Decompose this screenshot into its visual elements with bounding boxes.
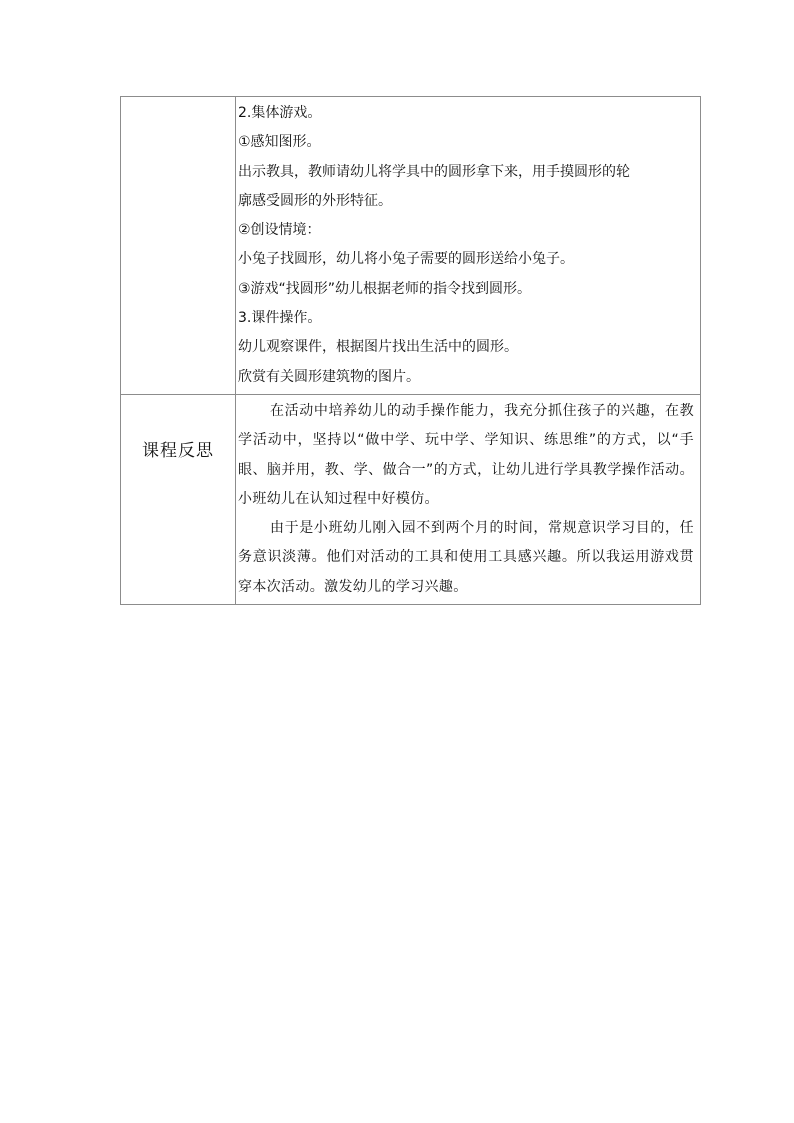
reflection-row xyxy=(121,394,701,604)
reflection-label: 课程反思 xyxy=(121,394,236,604)
activity-line: 廓感受圆形的外形特征。 xyxy=(238,192,392,209)
activity-line: 小兔子找圆形，幼儿将小兔子需要的圆形送给小兔子。 xyxy=(238,251,574,268)
activity-line: 3.课件操作。 xyxy=(238,310,322,327)
lesson-plan-table xyxy=(120,96,701,605)
activity-line: 幼儿观察课件，根据图片找出生活中的圆形。 xyxy=(238,339,518,356)
activity-line: 出示教具，教师请幼儿将学具中的圆形拿下来，用手摸圆形的轮 xyxy=(238,163,630,180)
activity-line: ①感知图形。 xyxy=(238,134,321,151)
reflection-paragraph: 在活动中培养幼儿的动手操作能力，我充分抓住孩子的兴趣，在教学活动中，坚持以“做中学、玩中学、学知识、练思维”的方式，以“手眼、脑并用，教、学、做合一”的方式，让幼儿进行学具教学操作活动。小班幼儿在认知过程中好模仿。 xyxy=(238,402,694,507)
activity-line: ②创设情境： xyxy=(238,222,321,239)
activity-content-cell xyxy=(236,97,701,395)
activity-label-cell xyxy=(121,97,236,395)
activity-line: 欣赏有关圆形建筑物的图片。 xyxy=(238,368,420,385)
reflection-content-cell xyxy=(236,394,701,604)
activity-row xyxy=(121,97,701,395)
activity-line: 2.集体游戏。 xyxy=(238,105,322,121)
reflection-paragraph: 由于是小班幼儿刚入园不到两个月的时间，常规意识学习目的，任务意识淡薄。他们对活动的工具和使用工具感兴趣。所以我运用游戏贯穿本次活动。激发幼儿的学习兴趣。 xyxy=(238,520,694,595)
activity-line: ③游戏“找圆形”幼儿根据老师的指令找到圆形。 xyxy=(238,280,532,297)
